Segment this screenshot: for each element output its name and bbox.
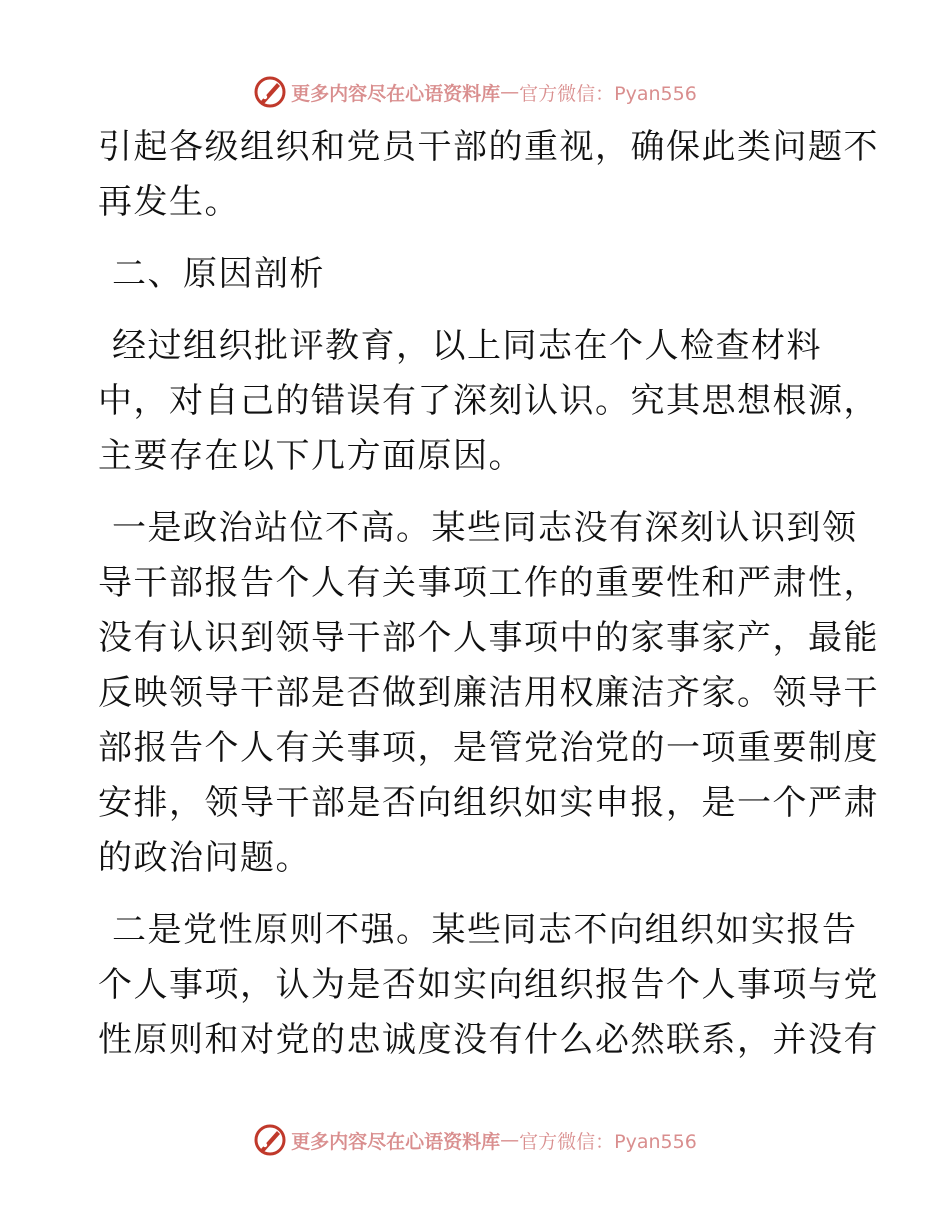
header-banner <box>0 72 950 112</box>
text-line: 的政治问题。 <box>98 838 311 878</box>
banner-separator: — <box>500 81 520 103</box>
paragraph-party-principle <box>98 903 879 1068</box>
text-line: 没有认识到领导干部个人事项中的家事家产，最能 <box>98 618 879 658</box>
text-line: 中，对自己的错误有了深刻认识。究其思想根源， <box>98 381 879 421</box>
text-line: 一是政治站位不高。某些同志没有深刻认识到领 <box>112 508 858 548</box>
text-line: 引起各级组织和党员干部的重视，确保此类问题不 <box>98 127 879 167</box>
text-line: 主要存在以下几方面原因。 <box>98 436 524 476</box>
banner-contact-text: 官方微信：Pyan556 <box>519 82 697 105</box>
text-line: 个人事项，认为是否如实向组织报告个人事项与党 <box>98 965 879 1005</box>
paragraph-political-standing <box>98 501 879 886</box>
text-line: 再发生。 <box>98 182 240 222</box>
text-line: 导干部报告个人有关事项工作的重要性和严肃性， <box>98 563 879 603</box>
text-line: 反映领导干部是否做到廉洁用权廉洁齐家。领导干 <box>98 673 879 713</box>
banner-contact-text: 官方微信：Pyan556 <box>519 1130 697 1153</box>
banner-brand-text: 更多内容尽在心语资料库 <box>291 1130 501 1153</box>
pen-logo-icon <box>253 75 287 109</box>
section-heading: 二、原因剖析 <box>112 254 325 294</box>
document-body <box>98 120 879 1068</box>
intro-paragraph <box>98 120 879 230</box>
text-line: 安排，领导干部是否向组织如实申报，是一个严肃 <box>98 783 879 823</box>
text-line: 经过组织批评教育，以上同志在个人检查材料 <box>112 326 822 366</box>
banner-brand-text: 更多内容尽在心语资料库 <box>291 82 501 105</box>
text-line: 二是党性原则不强。某些同志不向组织如实报告 <box>112 910 858 950</box>
banner-separator: — <box>500 1129 520 1151</box>
paragraph-analysis <box>98 319 879 484</box>
text-line: 性原则和对党的忠诚度没有什么必然联系，并没有 <box>98 1020 879 1060</box>
footer-banner <box>0 1120 950 1160</box>
pen-logo-icon <box>253 1123 287 1157</box>
text-line: 部报告个人有关事项，是管党治党的一项重要制度 <box>98 728 879 768</box>
